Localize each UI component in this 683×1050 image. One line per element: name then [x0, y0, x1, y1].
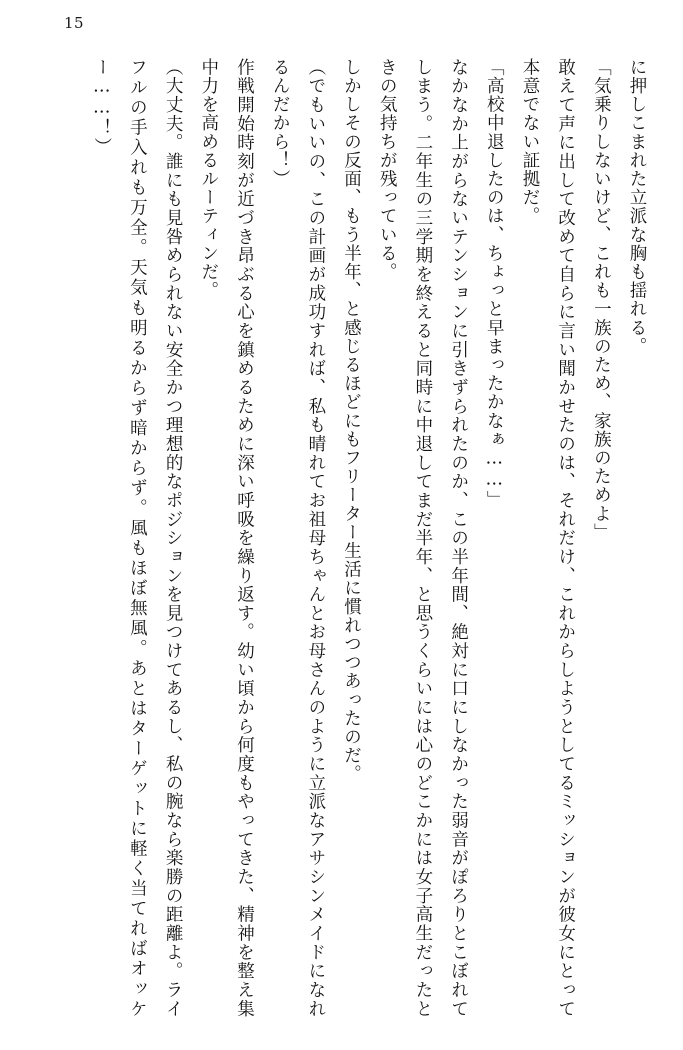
paragraph: 敢えて声に出して改めて自らに言い聞かせたのは、それだけ、これからしようとしてるミッションが彼女にとって本意でない証拠だ。 — [519, 58, 576, 1018]
paragraph: 「気乗りしないけど、これも一族のため、家族のためよ」 — [591, 58, 612, 542]
paragraph: 「高校中退したのは、ちょっと早まったかなぁ……」 — [484, 58, 505, 510]
paragraph: （でもいいの、この計画が成功すれば、私も晴れてお祖母ちゃんとお母さんのように立派なアサシンメイドになれるんだから！） — [270, 58, 326, 1018]
paragraph: なかなか上がらないテンションに引きずられたのか、この半年間、絶対に口にしなかった弱音がぽろりとこぼれてしまう。二年生の三学期を終えると同時に中退してまだ半年、と思うくらいには心のどこかには女子高生だったときの気持ちが残っている。 — [377, 58, 469, 1018]
paragraph: 作戦開始時刻が近づき昂ぶる心を鎮めるために深い呼吸を繰り返す。幼い頃から何度もやってきた、精神を整え集中力を高めるルーティンだ。 — [198, 58, 255, 1018]
page-number: 15 — [64, 14, 85, 32]
paragraph: しかしその反面、もう半年、と感じるほどにもフリーター生活に慣れつつあったのだ。 — [341, 58, 362, 784]
paragraph: に押しこまれた立派な胸も揺れる。 — [627, 58, 647, 356]
paragraph: （大丈夫。誰にも見咎められない安全かつ理想的なポジションを見つけてあるし、私の腕なら楽勝の距離よ。ライフルの手入れも万全。天気も明るからず暗からず。風もほぼ無風。あとはターゲットに軽く当てればオッケー……！） — [91, 58, 184, 1018]
body-text — [30, 58, 654, 1018]
